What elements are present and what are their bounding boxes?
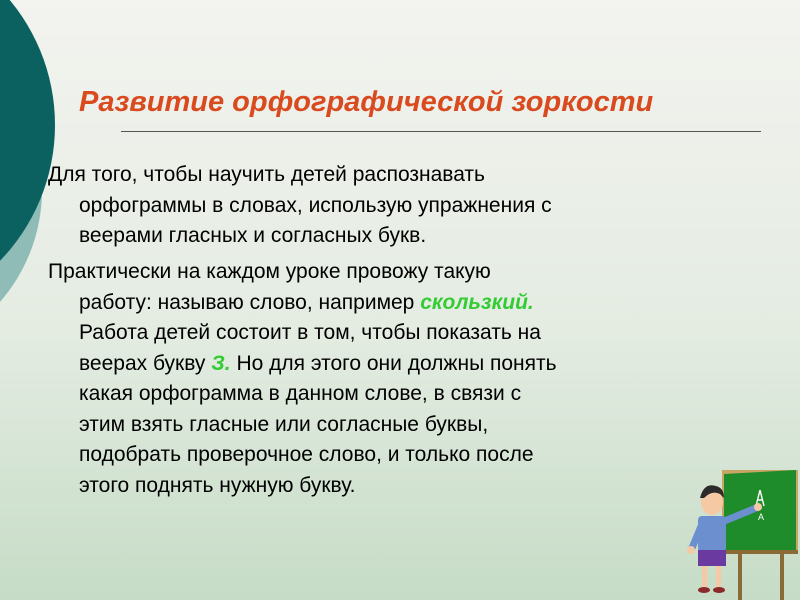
- paragraph-2-line-6: этим взять гласные или согласные буквы,: [79, 412, 489, 436]
- board-letter: А: [758, 512, 765, 522]
- example-word: скользкий.: [420, 290, 534, 314]
- paragraph-2: [48, 257, 748, 501]
- paragraph-2-line-4: [48, 349, 748, 380]
- paragraph-2-line-4-text: веерах букву: [79, 351, 212, 375]
- child-at-chalkboard-icon: [682, 468, 800, 600]
- paragraph-2-line-3: Работа детей состоит в том, чтобы показать на: [79, 321, 541, 344]
- paragraph-2-line-2-text: работу: называю слово, например: [79, 290, 421, 314]
- paragraph-1-line-3: веерами гласных и согласных букв.: [79, 224, 427, 247]
- example-letter: З.: [211, 351, 231, 375]
- paragraph-1-line-1: Для того, чтобы научить детей распознавать: [48, 163, 485, 186]
- title-underline: [121, 131, 761, 132]
- paragraph-1: [48, 160, 748, 252]
- paragraph-2-line-1: Практически на каждом уроке провожу такую: [48, 260, 491, 283]
- paragraph-2-line-4-rest: Но для этого они должны понять: [230, 351, 557, 375]
- chalkboard: [722, 470, 798, 554]
- paragraph-2-line-7: подобрать проверочное слово, и только после: [79, 443, 534, 466]
- paragraph-2-line-2: [48, 288, 748, 319]
- slide-title: Развитие орфографической зоркости: [79, 86, 654, 118]
- board-leg-left: [738, 554, 742, 600]
- paragraph-2-line-5: какая орфограмма в данном слове, в связи с: [79, 382, 522, 405]
- paragraph-2-line-8: этого поднять нужную букву.: [79, 473, 356, 497]
- paragraph-1-line-2: орфограммы в словах, использую упражнения с: [79, 193, 552, 217]
- board-leg-right: [780, 554, 784, 600]
